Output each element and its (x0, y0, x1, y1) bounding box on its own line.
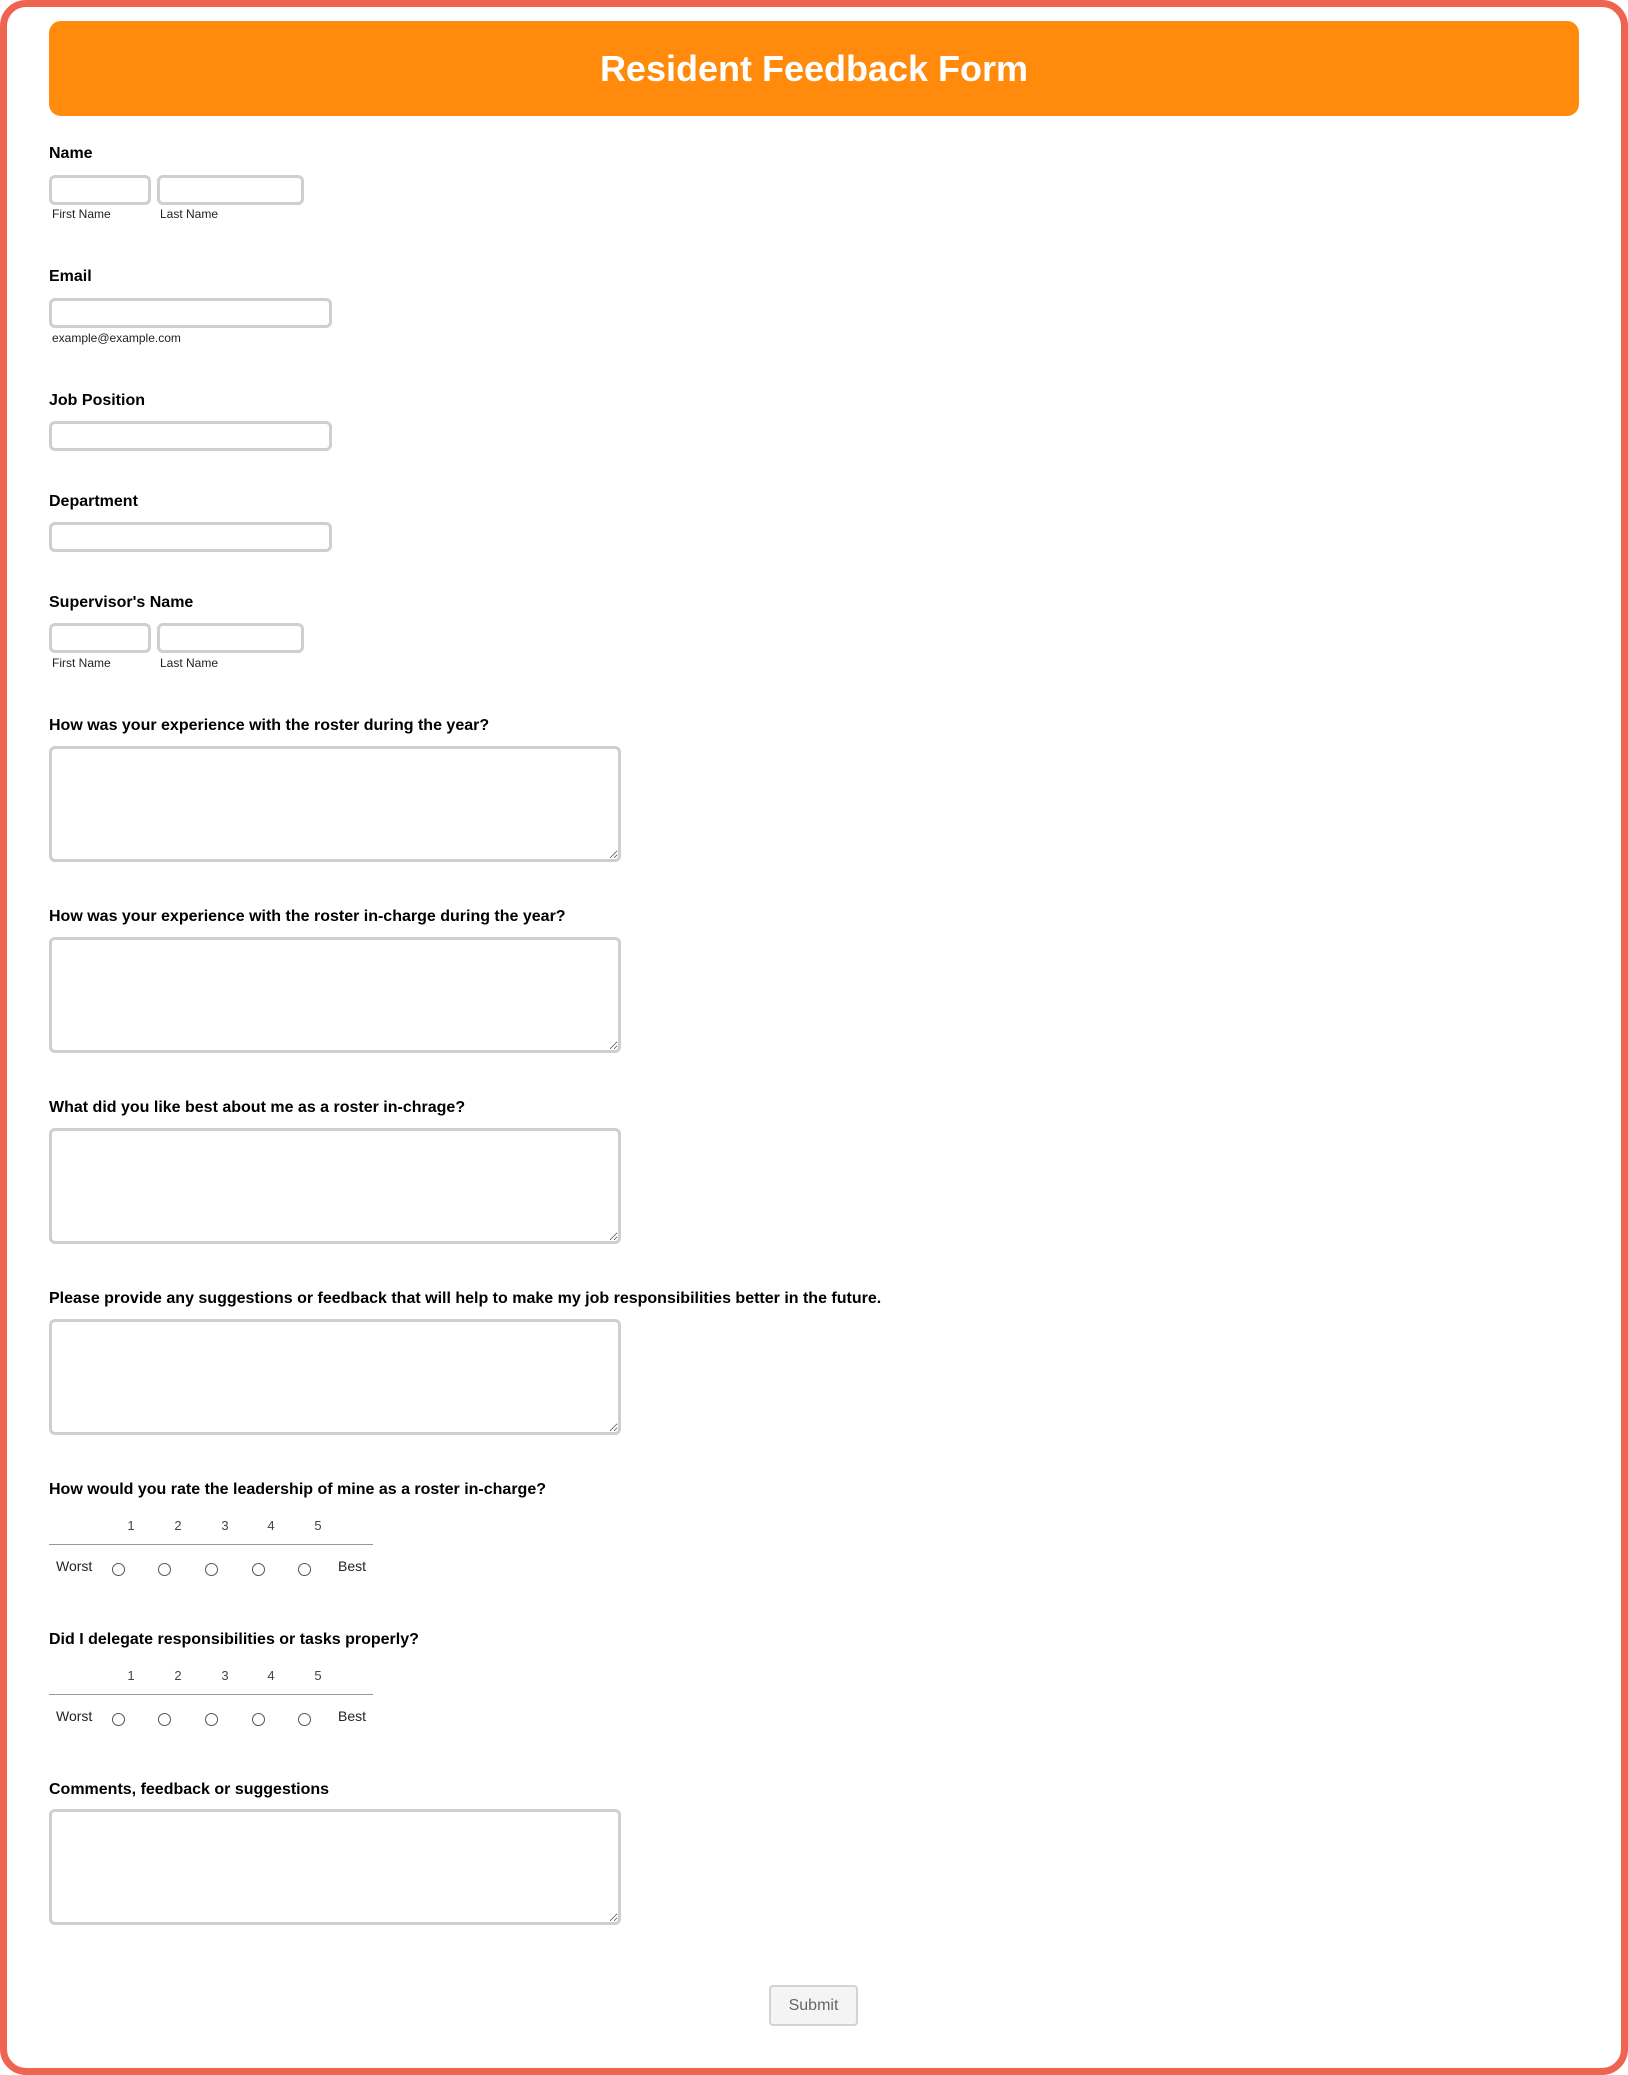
question-suggestions-textarea[interactable] (49, 1319, 621, 1435)
scale-number: 5 (314, 1668, 322, 1683)
rating-radio-5[interactable] (298, 1713, 311, 1726)
rating-radio-4[interactable] (252, 1713, 265, 1726)
submit-button[interactable]: Submit (769, 1985, 858, 2026)
scale-best-label: Best (338, 1558, 367, 1574)
question-roster-incharge-textarea[interactable] (49, 937, 621, 1053)
last-name-input[interactable] (157, 175, 304, 205)
email-input[interactable] (49, 298, 332, 328)
question-liked-best-textarea[interactable] (49, 1128, 621, 1244)
first-name-sublabel: First Name (52, 207, 111, 221)
job-position-input[interactable] (49, 421, 332, 451)
rating-radio-1[interactable] (112, 1563, 125, 1576)
rating-radio-3[interactable] (205, 1713, 218, 1726)
scale-divider (49, 1694, 373, 1695)
last-name-sublabel: Last Name (160, 207, 219, 221)
rating-radio-1[interactable] (112, 1713, 125, 1726)
supervisor-first-name-input[interactable] (49, 623, 151, 653)
scale-number: 2 (174, 1668, 182, 1683)
scale-number: 4 (267, 1668, 275, 1683)
rating-radio-3[interactable] (205, 1563, 218, 1576)
supervisor-last-name-sublabel: Last Name (160, 656, 219, 670)
scale-number: 3 (221, 1518, 229, 1533)
comments-textarea[interactable] (49, 1809, 621, 1925)
question-roster-label: How was your experience with the roster during the year? (49, 717, 490, 734)
email-label: Email (49, 268, 92, 285)
comments-label: Comments, feedback or suggestions (49, 1781, 330, 1798)
scale-best-label: Best (338, 1708, 367, 1724)
scale-number: 5 (314, 1518, 322, 1533)
form-header: Resident Feedback Form (49, 21, 1579, 116)
department-input[interactable] (49, 522, 332, 552)
job-position-label: Job Position (49, 392, 145, 409)
rating-delegate-scale (49, 1668, 373, 1738)
scale-worst-label: Worst (56, 1558, 93, 1574)
scale-number: 1 (127, 1518, 135, 1533)
email-sublabel: example@example.com (52, 331, 181, 345)
name-label: Name (49, 145, 93, 162)
first-name-input[interactable] (49, 175, 151, 205)
scale-number: 1 (127, 1668, 135, 1683)
supervisor-first-name-sublabel: First Name (52, 656, 111, 670)
scale-number: 3 (221, 1668, 229, 1683)
rating-leadership-label: How would you rate the leadership of mine as a roster in-charge? (49, 1481, 546, 1498)
rating-delegate-label: Did I delegate responsibilities or tasks properly? (49, 1631, 419, 1648)
question-liked-best-label: What did you like best about me as a roster in-chrage? (49, 1099, 466, 1116)
rating-radio-5[interactable] (298, 1563, 311, 1576)
question-suggestions-label: Please provide any suggestions or feedback that will help to make my job responsibilities better in the future. (49, 1290, 882, 1307)
scale-number: 2 (174, 1518, 182, 1533)
rating-radio-2[interactable] (158, 1713, 171, 1726)
rating-leadership-scale (49, 1518, 373, 1588)
scale-divider (49, 1544, 373, 1545)
question-roster-textarea[interactable] (49, 746, 621, 862)
supervisor-name-label: Supervisor's Name (49, 594, 194, 611)
question-roster-incharge-label: How was your experience with the roster in-charge during the year? (49, 908, 566, 925)
scale-worst-label: Worst (56, 1708, 93, 1724)
scale-number: 4 (267, 1518, 275, 1533)
rating-radio-4[interactable] (252, 1563, 265, 1576)
rating-radio-2[interactable] (158, 1563, 171, 1576)
department-label: Department (49, 493, 138, 510)
supervisor-last-name-input[interactable] (157, 623, 304, 653)
